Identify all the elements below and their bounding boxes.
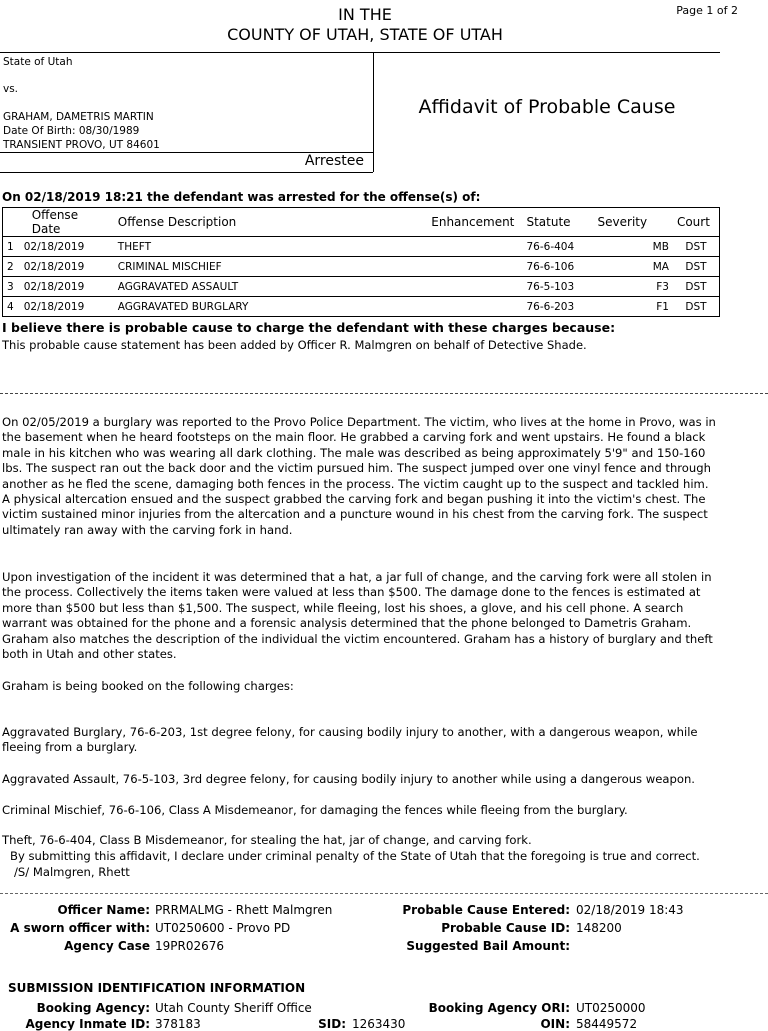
col-num-header — [3, 208, 20, 237]
sworn-officer-label: A sworn officer with: — [10, 921, 150, 935]
booking-ori-value: UT0250000 — [576, 1001, 646, 1015]
offense-num: 1 — [3, 237, 20, 257]
offense-date: 02/18/2019 — [20, 257, 114, 277]
offense-court: DST — [673, 237, 720, 257]
court-line-1: IN THE — [338, 5, 392, 24]
offense-statute: 76-6-404 — [522, 237, 593, 257]
offense-severity: MB — [594, 237, 673, 257]
narrative-paragraph-2: Upon investigation of the incident it was determined that a hat, a jar full of change, and the carving fork were all stolen in the process. Collectively the items taken were valued at less than $500. The damage done to the fences is estimated at more than $500 but less than $1,500. The suspect, while fleeing, lost his shoes, a glove, and his cell phone. A search warrant was obtained for the phone and a forensic analysis determined that the phone belonged to Dametris Graham. Graham also matches the description of the individual the victim encountered. Graham has a history of burglary and theft both in Utah and other states. — [2, 570, 713, 662]
sworn-officer-value: UT0250600 - Provo PD — [155, 921, 291, 935]
offense-num: 2 — [3, 257, 20, 277]
arrestee-label: Arrestee — [304, 153, 364, 169]
defendant-dob: Date Of Birth: 08/30/1989 — [3, 125, 140, 137]
pc-entered-value: 02/18/2019 18:43 — [576, 903, 684, 917]
offense-severity: MA — [594, 257, 673, 277]
table-row — [3, 277, 720, 297]
offense-date: 02/18/2019 — [20, 277, 114, 297]
agency-case-value: 19PR02676 — [155, 939, 225, 953]
section-divider — [0, 393, 768, 394]
offense-statute: 76-6-106 — [522, 257, 593, 277]
col-date-header: Offense Date — [20, 208, 114, 237]
caption-bottom-rule — [0, 172, 373, 173]
offense-court: DST — [673, 297, 720, 317]
offense-severity: F1 — [594, 297, 673, 317]
offense-enh — [427, 237, 522, 257]
probable-cause-heading: I believe there is probable cause to charge the defendant with these charges because: — [2, 320, 616, 335]
probable-cause-intro: This probable cause statement has been added by Officer R. Malmgren on behalf of Detective Shade. — [2, 338, 587, 352]
officer-name-label: Officer Name: — [57, 903, 150, 917]
col-desc-header: Offense Description — [114, 208, 427, 237]
oin-value: 58449572 — [576, 1017, 638, 1031]
arrest-statement: On 02/18/2019 18:21 the defendant was arrested for the offense(s) of: — [2, 190, 481, 204]
defendant-name: GRAHAM, DAMETRIS MARTIN — [3, 111, 154, 123]
col-court-header: Court — [673, 208, 720, 237]
offense-num: 4 — [3, 297, 20, 317]
oin-label: OIN: — [540, 1017, 570, 1031]
charge-aggravated-assault: Aggravated Assault, 76-5-103, 3rd degree felony, for causing bodily injury to another while using a dangerous weapon. — [2, 772, 695, 786]
sid-value: 1263430 — [352, 1017, 406, 1031]
offenses-header-row — [3, 208, 720, 237]
offense-enh — [427, 277, 522, 297]
charge-aggravated-burglary: Aggravated Burglary, 76-6-203, 1st degree felony, for causing bodily injury to another, with a dangerous weapon, while fleeing from a burglary. — [2, 725, 698, 755]
offense-court: DST — [673, 277, 720, 297]
col-severity-header: Severity — [594, 208, 673, 237]
col-statute-header: Statute — [522, 208, 593, 237]
offense-desc: THEFT — [114, 237, 427, 257]
offense-desc: AGGRAVATED BURGLARY — [114, 297, 427, 317]
offense-court: DST — [673, 257, 720, 277]
officer-signature: /S/ Malmgren, Rhett — [14, 865, 130, 879]
officer-name-value: PRRMALMG - Rhett Malmgren — [155, 903, 333, 917]
footer-divider — [0, 893, 768, 894]
offense-desc: CRIMINAL MISCHIEF — [114, 257, 427, 277]
offense-date: 02/18/2019 — [20, 297, 114, 317]
plaintiff-name: State of Utah — [3, 56, 73, 68]
booking-agency-label: Booking Agency: — [36, 1001, 150, 1015]
booking-agency-value: Utah County Sheriff Office — [155, 1001, 312, 1015]
court-title — [190, 5, 540, 45]
charge-theft: Theft, 76-6-404, Class B Misdemeanor, for stealing the hat, jar of change, and carving fork. — [2, 833, 532, 847]
col-enh-header: Enhancement — [427, 208, 522, 237]
offense-enh — [427, 297, 522, 317]
agency-case-label: Agency Case — [64, 939, 150, 953]
offense-num: 3 — [3, 277, 20, 297]
pc-entered-label: Probable Cause Entered: — [402, 903, 570, 917]
versus-label: vs. — [3, 83, 19, 95]
offenses-table — [2, 207, 720, 317]
submission-heading: SUBMISSION IDENTIFICATION INFORMATION — [8, 981, 306, 995]
court-line-2: COUNTY OF UTAH, STATE OF UTAH — [227, 25, 503, 44]
offense-desc: AGGRAVATED ASSAULT — [114, 277, 427, 297]
defendant-address: TRANSIENT PROVO, UT 84601 — [3, 139, 160, 151]
table-row — [3, 297, 720, 317]
charges-intro: Graham is being booked on the following charges: — [2, 679, 294, 693]
booking-ori-label: Booking Agency ORI: — [428, 1001, 570, 1015]
charge-criminal-mischief: Criminal Mischief, 76-6-106, Class A Misdemeanor, for damaging the fences while fleeing from the burglary. — [2, 803, 628, 817]
offense-statute: 76-6-203 — [522, 297, 593, 317]
inmate-id-label: Agency Inmate ID: — [25, 1017, 150, 1031]
pc-id-label: Probable Cause ID: — [441, 921, 570, 935]
sid-label: SID: — [318, 1017, 346, 1031]
caption-top-rule — [0, 52, 720, 53]
offense-severity: F3 — [594, 277, 673, 297]
offense-enh — [427, 257, 522, 277]
offense-statute: 76-5-103 — [522, 277, 593, 297]
document-title: Affidavit of Probable Cause — [418, 96, 676, 118]
table-row — [3, 237, 720, 257]
offense-date: 02/18/2019 — [20, 237, 114, 257]
table-row — [3, 257, 720, 277]
pc-id-value: 148200 — [576, 921, 622, 935]
narrative-paragraph-1: On 02/05/2019 a burglary was reported to the Provo Police Department. The victim, who lives at the home in Provo, was in the basement when he heard footsteps on the main floor. He grabbed a carving fork and went upstairs. He found a black male in his kitchen who was wearing all dark clothing. The male was described as being approximately 5'9" and 150-160 lbs. The suspect ran out the back door and the victim pursued him. The suspect jumped over one vinyl fence and through another as he fled the scene, damaging both fences in the process. The victim caught up to the suspect and tackled him. A physical altercation ensued and the suspect grabbed the carving fork and began pushing it into the victim's chest. The victim sustained minor injuries from the altercation and a puncture wound in his chest from the carving fork. The suspect ultimately ran away with the carving fork in hand. — [2, 415, 716, 537]
declaration-statement: By submitting this affidavit, I declare under criminal penalty of the State of Utah that the foregoing is true and correct. — [10, 849, 700, 863]
inmate-id-value: 378183 — [155, 1017, 201, 1031]
bail-amount-label: Suggested Bail Amount: — [406, 939, 570, 953]
page-number: Page 1 of 2 — [676, 4, 738, 17]
